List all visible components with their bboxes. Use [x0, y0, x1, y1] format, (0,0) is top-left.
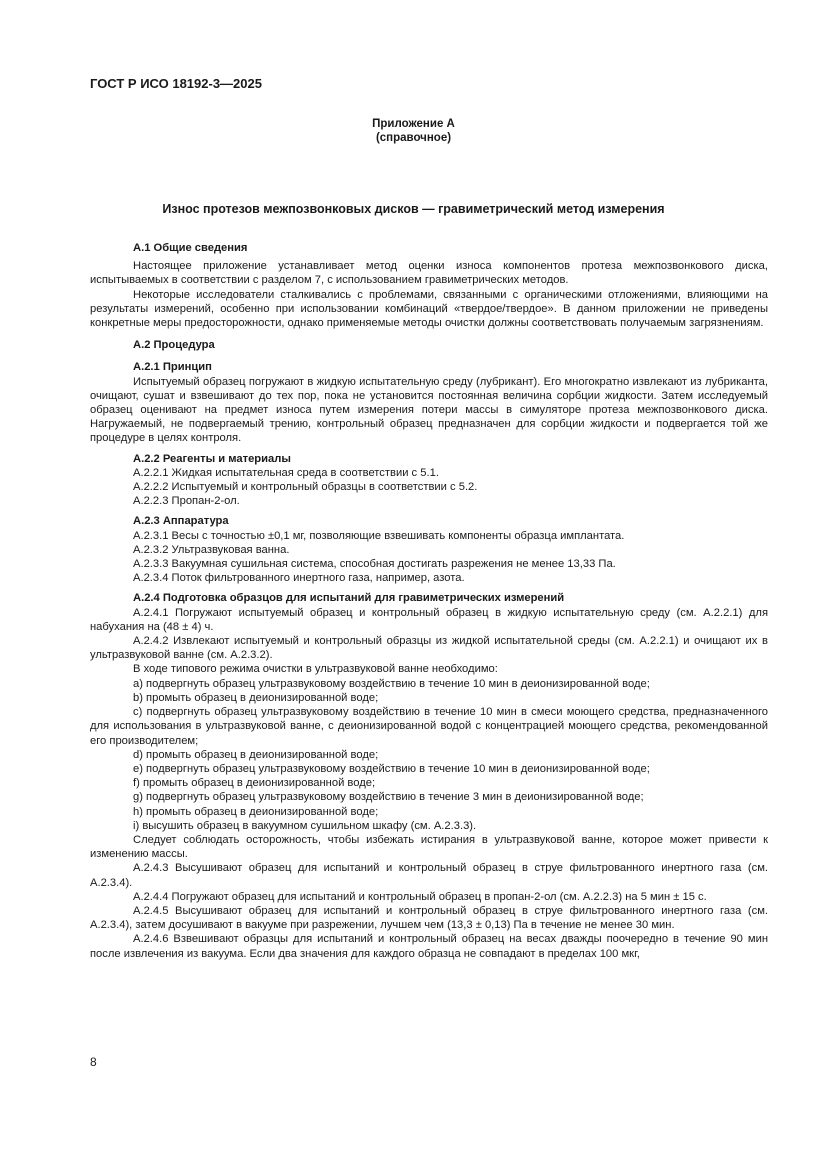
list-item: А.2.3.3 Вакуумная сушильная система, способная достигать разрежения не менее 13,33 Па. [133, 558, 616, 571]
list-item: b) промыть образец в деионизированной воде; [133, 691, 379, 704]
list-item: i) высушить образец в вакуумном сушильном шкафу (см. А.2.3.3). [133, 819, 477, 832]
subsection-heading: А.2.1 Принцип [133, 361, 212, 374]
paragraph: Испытуемый образец погружают в жидкую испытательную среду (лубрикант). Его многократно извлекают из лубриканта, очищают, сушат и взвешивают до тех пор, пока не установится постоянная величина сорбции жидкости. Затем исследуемый образец оценивают на предмет износа путем измерения потери массы в симуляторе протеза межпозвонкового диска. Нагружаемый, не подвергаемый трению, контрольный образец предназначен для сорбции жидкости и подвергается той же процедуре в целях контроля. [90, 375, 768, 445]
list-item: c) подвергнуть образец ультразвуковому воздействию в течение 10 мин в смеси моющего средства, предназначенного для использования в ультразвуковой ванне, с деионизированной водой с концентрацией моющего средства, рекомендованной его производителем; [90, 706, 768, 747]
document-header: ГОСТ Р ИСО 18192-3—2025 [90, 76, 262, 91]
section-heading: А.2 Процедура [133, 339, 215, 352]
list-item: А.2.3.1 Весы с точностью ±0,1 мг, позволяющие взвешивать компоненты образца имплантата. [133, 529, 625, 542]
paragraph: А.2.4.4 Погружают образец для испытаний и контрольный образец в пропан-2-ол (см. А.2.2.3) на 5 мин ± 15 с. [133, 890, 707, 903]
list-item: d) промыть образец в деионизированной воде; [133, 748, 379, 761]
subsection-heading: А.2.4 Подготовка образцов для испытаний для гравиметрических измерений [133, 592, 565, 605]
list-item: h) промыть образец в деионизированной воде; [133, 805, 379, 818]
section-heading: А.1 Общие сведения [133, 242, 248, 254]
list-item: a) подвергнуть образец ультразвуковому воздействию в течение 10 мин в деионизированной воде; [133, 677, 650, 690]
paragraph: А.2.4.5 Высушивают образец для испытаний и контрольный образец в струе фильтрованного инертного газа (см. А.2.3.4), затем досушивают в вакууме при разрежении, лучшем чем (13,3 ± 0,13) Па в течение не менее 30 мин. [90, 904, 768, 932]
document-title: Износ протезов межпозвонковых дисков — гравиметрический метод измерения [162, 202, 665, 216]
list-item: e) подвергнуть образец ультразвуковому воздействию в течение 10 мин в деионизированной воде; [133, 762, 650, 775]
paragraph: А.2.4.6 Взвешивают образцы для испытаний и контрольный образец на весах дважды поочередно в течение 90 мин после извлечения из вакуума. Если два значения для каждого образца не совпадают в пределах 100 мкг, [90, 933, 768, 960]
paragraph: А.2.4.2 Извлекают испытуемый и контрольный образцы из жидкой испытательной среды (см. А.2.2.1) и очищают их в ультразвуковой ванне (см. А.2.3.2). [90, 635, 768, 662]
annex-heading [0, 117, 827, 145]
list-item: А.2.2.3 Пропан-2-ол. [133, 495, 240, 508]
subsection-heading: А.2.2 Реагенты и материалы [133, 452, 291, 465]
paragraph: Некоторые исследователи сталкивались с проблемами, связанными с органическими отложениями, влияющими на результаты измерений, особенно при использовании комбинаций «твердое/твердое». В данном приложении не приведены конкретные меры предосторожности, однако применяемые методы очистки должны соответствовать получаемым загрязнениям. [90, 288, 768, 330]
paragraph: В ходе типового режима очистки в ультразвуковой ванне необходимо: [133, 663, 498, 676]
paragraph: А.2.4.1 Погружают испытуемый образец и контрольный образец в жидкую испытательную среду (см. А.2.2.1) для набухания на (48 ± 4) ч. [90, 606, 768, 633]
paragraph: Настоящее приложение устанавливает метод оценки износа компонентов протеза межпозвонкового диска, испытываемых в соответствии с разделом 7, с использованием гравиметрических методов. [90, 260, 768, 287]
list-item: А.2.2.2 Испытуемый и контрольный образцы в соответствии с 5.2. [133, 481, 478, 494]
annex-type: (справочное) [375, 132, 452, 144]
list-item: А.2.2.1 Жидкая испытательная среда в соответствии с 5.1. [133, 466, 439, 479]
subsection-heading: А.2.3 Аппаратура [133, 515, 229, 528]
document-body [90, 241, 768, 961]
list-item: g) подвергнуть образец ультразвуковому воздействию в течение 3 мин в деионизированной воде; [133, 791, 644, 804]
list-item: А.2.3.4 Поток фильтрованного инертного газа, например, азота. [133, 572, 465, 585]
paragraph: Следует соблюдать осторожность, чтобы избежать истирания в ультразвуковой ванне, которое может привести к изменению массы. [90, 833, 768, 861]
list-item: f) промыть образец в деионизированной воде; [133, 777, 376, 790]
list-item: А.2.3.2 Ультразвуковая ванна. [133, 543, 290, 556]
paragraph: А.2.4.3 Высушивают образец для испытаний и контрольный образец в струе фильтрованного инертного газа (см. А.2.3.4). [90, 862, 768, 889]
page-number: 8 [90, 1055, 97, 1069]
annex-title: Приложение А [372, 118, 455, 130]
